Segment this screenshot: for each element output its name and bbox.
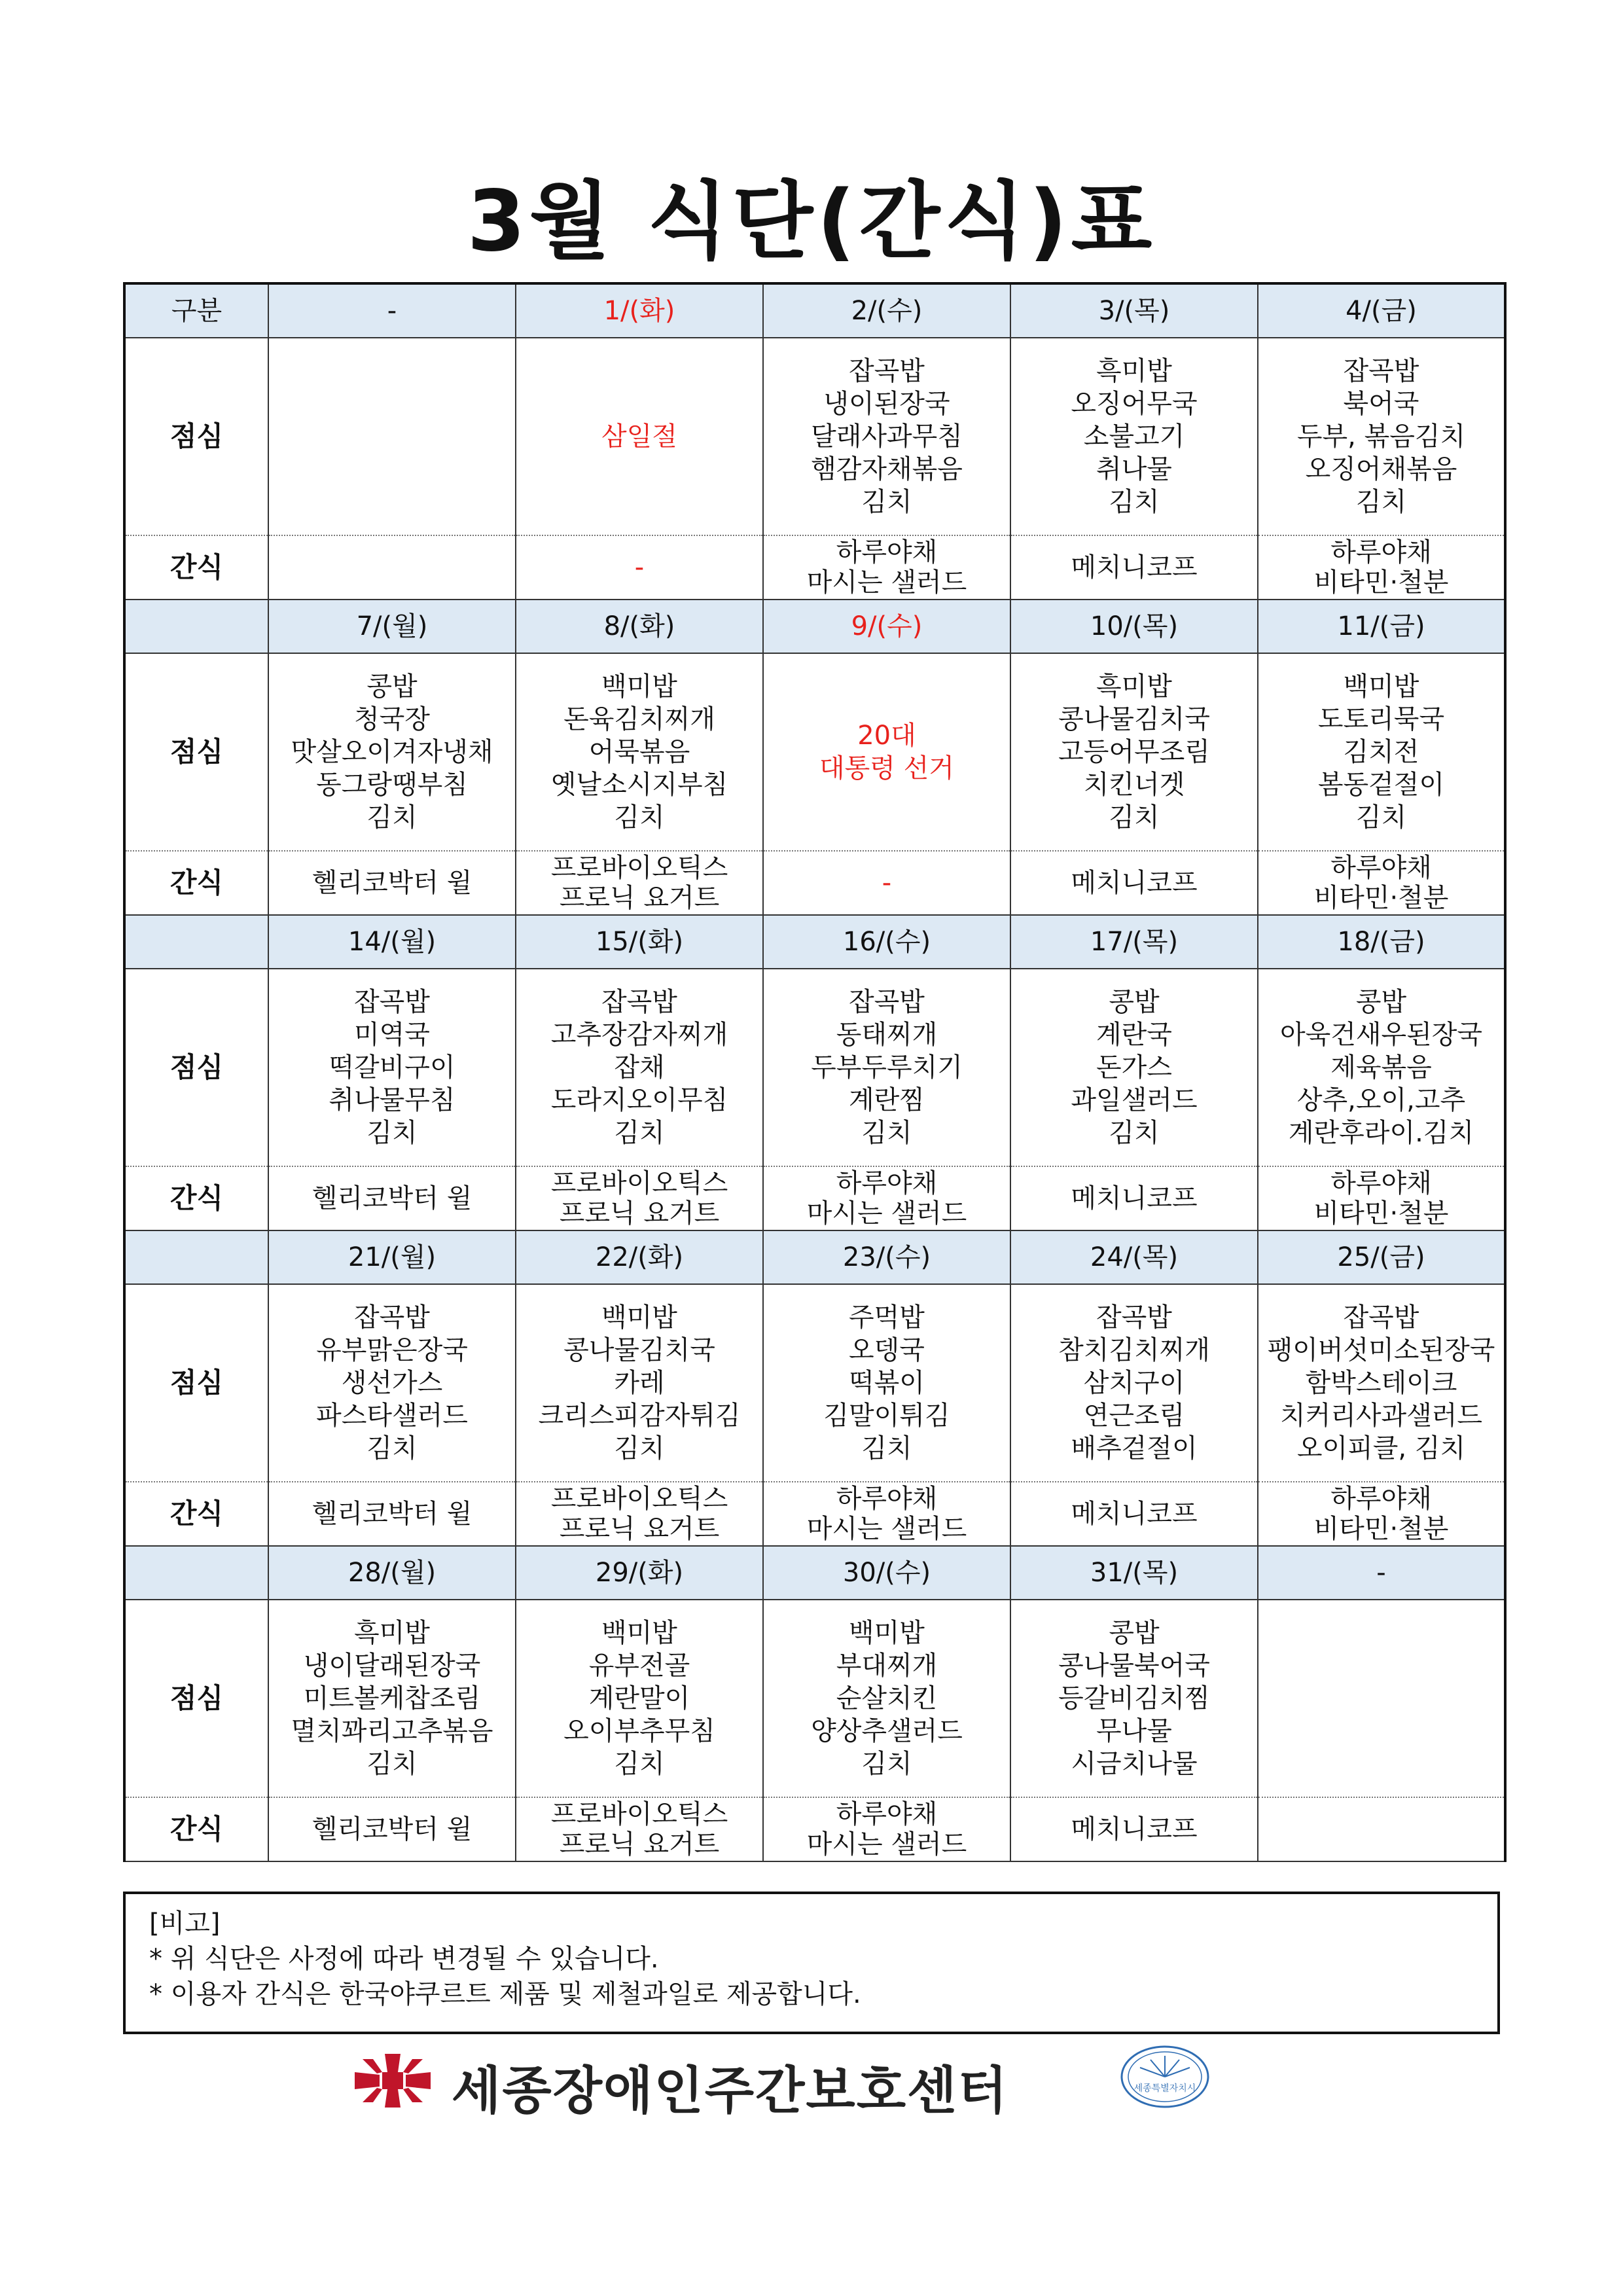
lunch-cell-line: 냉이된장국 [823, 389, 950, 419]
lunch-cell-line: 백미밥 [601, 672, 677, 702]
lunch-cell-line: 도라지오이무침 [550, 1085, 728, 1115]
lunch-cell-line: 오징어무국 [1071, 389, 1198, 419]
snack-cell-line: 하루야채 [1330, 537, 1432, 567]
organization-name: 세종장애인주간보호센터 [452, 2062, 1008, 2121]
lunch-cell-line: 무나물 [1096, 1716, 1172, 1746]
sejong-city-seal-icon [1119, 2044, 1211, 2109]
date-header: 15/(화) [516, 915, 763, 969]
lunch-cell [1010, 1600, 1258, 1797]
lunch-cell-line: 크리스피감자튀김 [538, 1401, 741, 1431]
snack-cell [516, 1797, 763, 1861]
lunch-cell-line: 대통령 선거 [819, 753, 954, 783]
snack-cell-line: 프로닉 요거트 [559, 1198, 720, 1229]
lunch-cell [1010, 653, 1258, 851]
lunch-cell-line: 고등어무조림 [1058, 737, 1210, 767]
lunch-cell-line: 북어국 [1343, 389, 1419, 419]
lunch-cell-line: 동태찌개 [836, 1020, 938, 1050]
week-header-row [124, 600, 1505, 653]
snack-cell-line: - [634, 552, 645, 583]
lunch-cell-line: 도토리묵국 [1317, 704, 1445, 734]
snack-cell-line: 하루야채 [836, 1799, 938, 1829]
lunch-cell-line: 두부, 볶음김치 [1296, 422, 1466, 452]
lunch-cell [268, 969, 516, 1166]
date-header: 9/(수) [763, 600, 1010, 653]
snack-cell-line: 메치니코프 [1071, 1814, 1198, 1844]
lunch-cell-line: 취나물무침 [329, 1085, 455, 1115]
date-header: 10/(목) [1010, 600, 1258, 653]
lunch-cell-line: 김치 [1109, 1118, 1160, 1148]
snack-cell-line: 헬리코박터 윌 [312, 1499, 473, 1529]
lunch-label: 점심 [124, 969, 268, 1166]
lunch-cell-line: 콩나물북어국 [1058, 1651, 1210, 1681]
lunch-cell [516, 653, 763, 851]
snack-cell-line: 하루야채 [1330, 1168, 1432, 1198]
notes-heading: [비고] [149, 1909, 221, 1939]
date-header: 18/(금) [1258, 915, 1505, 969]
lunch-cell-line: 삼일절 [601, 422, 677, 452]
lunch-cell-line: 콩밥 [1355, 987, 1407, 1017]
lunch-cell [763, 969, 1010, 1166]
date-header: 23/(수) [763, 1230, 1010, 1284]
date-header: 8/(화) [516, 600, 763, 653]
lunch-cell-line: 오징어채볶음 [1305, 454, 1457, 484]
snack-cell [268, 851, 516, 915]
snack-cell-line: 하루야채 [836, 537, 938, 567]
snack-cell-line: 메치니코프 [1071, 1183, 1198, 1213]
lunch-cell [268, 1600, 516, 1797]
lunch-cell-line: 두부두루치기 [811, 1052, 963, 1083]
lunch-cell-line: 잡곡밥 [1096, 1302, 1172, 1333]
date-header: 14/(월) [268, 915, 516, 969]
lunch-cell-line: 냉이달래된장국 [303, 1651, 481, 1681]
lunch-cell-line: 청국장 [354, 704, 430, 734]
lunch-cell-line: 잡곡밥 [601, 987, 677, 1017]
lunch-cell-line: 김치전 [1343, 737, 1419, 767]
snack-cell-line: 하루야채 [1330, 853, 1432, 883]
lunch-cell [1258, 969, 1505, 1166]
notes-line-2: * 이용자 간식은 한국야쿠르트 제품 및 제철과일로 제공합니다. [149, 1979, 861, 2009]
lunch-cell-line: 흑미밥 [354, 1618, 430, 1648]
lunch-row [124, 1600, 1505, 1797]
lunch-cell [1258, 1284, 1505, 1482]
lunch-cell-line: 함박스테이크 [1305, 1368, 1457, 1398]
date-header: 21/(월) [268, 1230, 516, 1284]
lunch-cell-line: 봄동겉절이 [1317, 770, 1445, 800]
lunch-cell-line: 소불고기 [1083, 422, 1185, 452]
date-header: 17/(목) [1010, 915, 1258, 969]
snack-cell [1258, 535, 1505, 600]
snack-row [124, 1482, 1505, 1546]
lunch-cell-line: 상추,오이,고추 [1296, 1085, 1466, 1115]
lunch-cell-line: 부대찌개 [836, 1651, 938, 1681]
snack-cell [763, 851, 1010, 915]
lunch-cell-line: 동그랑땡부침 [316, 770, 468, 800]
lunch-cell-line: 오이부추무침 [563, 1716, 715, 1746]
week-header-row [124, 283, 1505, 338]
lunch-cell-line: 김치 [1355, 802, 1407, 833]
lunch-cell-line: 시금치나물 [1071, 1749, 1198, 1779]
snack-cell-line: 마시는 샐러드 [806, 1829, 967, 1859]
snack-cell-line: 프로바이오틱스 [550, 1484, 728, 1514]
lunch-cell-line: 돈가스 [1096, 1052, 1172, 1083]
date-header: 29/(화) [516, 1546, 763, 1600]
category-header [124, 1546, 268, 1600]
lunch-cell-line: 잡곡밥 [849, 356, 925, 386]
lunch-cell [268, 653, 516, 851]
snack-cell [1258, 1166, 1505, 1230]
snack-cell [516, 851, 763, 915]
snack-cell [1258, 1797, 1505, 1861]
lunch-cell-line: 계란말이 [588, 1683, 690, 1713]
week-header-row [124, 1230, 1505, 1284]
category-header [124, 600, 268, 653]
lunch-cell [1258, 1600, 1505, 1797]
date-header: 28/(월) [268, 1546, 516, 1600]
date-header: 7/(월) [268, 600, 516, 653]
snack-cell [1010, 1166, 1258, 1230]
lunch-cell-line: 콩나물김치국 [1058, 704, 1210, 734]
snack-cell-line: 메치니코프 [1071, 1499, 1198, 1529]
lunch-cell [1010, 338, 1258, 535]
lunch-cell-line: 생선가스 [341, 1368, 443, 1398]
snack-cell [1010, 1797, 1258, 1861]
lunch-cell [763, 1600, 1010, 1797]
lunch-cell-line: 떡볶이 [849, 1368, 925, 1398]
lunch-cell [516, 338, 763, 535]
date-header: 1/(화) [516, 283, 763, 338]
lunch-cell-line: 순살치킨 [836, 1683, 938, 1713]
snack-label: 간식 [124, 535, 268, 600]
snack-cell [763, 1482, 1010, 1546]
snack-cell [763, 1797, 1010, 1861]
lunch-cell-line: 김치 [366, 802, 418, 833]
snack-cell-line: 프로닉 요거트 [559, 1514, 720, 1544]
snack-cell [516, 535, 763, 600]
lunch-cell-line: 양상추샐러드 [811, 1716, 963, 1746]
snack-cell-line: 프로바이오틱스 [550, 853, 728, 883]
lunch-cell [1010, 969, 1258, 1166]
snack-cell [268, 1482, 516, 1546]
lunch-cell-line: 김치 [861, 1118, 912, 1148]
lunch-cell-line: 미트볼케찹조림 [303, 1683, 481, 1713]
lunch-cell-line: 떡갈비구이 [329, 1052, 455, 1083]
lunch-cell-line: 김말이튀김 [823, 1401, 950, 1431]
snack-cell-line: 하루야채 [1330, 1484, 1432, 1514]
lunch-cell-line: 유부맑은장국 [316, 1335, 468, 1365]
date-header: 22/(화) [516, 1230, 763, 1284]
lunch-cell-line: 흑미밥 [1096, 672, 1172, 702]
lunch-cell-line: 잡곡밥 [354, 1302, 430, 1333]
snack-cell [268, 1166, 516, 1230]
date-header: - [1258, 1546, 1505, 1600]
snack-cell-line: 헬리코박터 윌 [312, 1183, 473, 1213]
lunch-cell-line: 흑미밥 [1096, 356, 1172, 386]
snack-cell [763, 535, 1010, 600]
lunch-cell-line: 김치 [861, 487, 912, 517]
lunch-row [124, 338, 1505, 535]
seal-text: 세종특별자치시 [1133, 2083, 1196, 2094]
lunch-cell-line: 계란찜 [849, 1085, 925, 1115]
lunch-cell [516, 969, 763, 1166]
lunch-cell-line: 20대 [857, 721, 916, 751]
menu-table [123, 282, 1507, 1862]
lunch-cell-line: 김치 [614, 1433, 665, 1463]
lunch-cell-line: 과일샐러드 [1071, 1085, 1198, 1115]
lunch-cell [1258, 338, 1505, 535]
lunch-cell [516, 1600, 763, 1797]
lunch-cell-line: 김치 [366, 1118, 418, 1148]
notes-box [123, 1892, 1500, 2034]
lunch-cell-line: 백미밥 [601, 1618, 677, 1648]
footer [0, 2041, 1623, 2121]
lunch-cell-line: 제육볶음 [1330, 1052, 1432, 1083]
lunch-label: 점심 [124, 653, 268, 851]
lunch-row [124, 969, 1505, 1166]
snack-cell-line: 헬리코박터 윌 [312, 868, 473, 898]
snack-cell-line: 프로바이오틱스 [550, 1799, 728, 1829]
lunch-cell-line: 김치 [614, 802, 665, 833]
category-header [124, 915, 268, 969]
snack-cell-line: 프로닉 요거트 [559, 1829, 720, 1859]
lunch-cell-line: 잡채 [614, 1052, 665, 1083]
snack-cell [1010, 851, 1258, 915]
lunch-cell [763, 1284, 1010, 1482]
week-header-row [124, 1546, 1505, 1600]
lunch-cell-line: 계란후라이.김치 [1288, 1118, 1474, 1148]
date-header: 3/(목) [1010, 283, 1258, 338]
snack-cell [1258, 851, 1505, 915]
lunch-cell [516, 1284, 763, 1482]
lunch-cell-line: 연근조림 [1083, 1401, 1185, 1431]
date-header: 4/(금) [1258, 283, 1505, 338]
lunch-cell [268, 338, 516, 535]
lunch-cell-line: 맛살오이겨자냉채 [291, 737, 493, 767]
lunch-label: 점심 [124, 1600, 268, 1797]
week-header-row [124, 915, 1505, 969]
lunch-cell [1258, 653, 1505, 851]
lunch-cell-line: 계란국 [1096, 1020, 1172, 1050]
lunch-cell-line: 삼치구이 [1083, 1368, 1185, 1398]
lunch-cell-line: 콩밥 [366, 672, 418, 702]
lunch-cell-line: 치커리사과샐러드 [1279, 1401, 1483, 1431]
snack-row [124, 535, 1505, 600]
snack-label: 간식 [124, 851, 268, 915]
lunch-cell-line: 백미밥 [601, 1302, 677, 1333]
snack-cell-line: 프로닉 요거트 [559, 883, 720, 913]
lunch-cell-line: 잡곡밥 [1343, 1302, 1419, 1333]
date-header: 25/(금) [1258, 1230, 1505, 1284]
lunch-cell-line: 달래사과무침 [811, 422, 963, 452]
snack-cell [268, 1797, 516, 1861]
caritas-cross-logo-icon [353, 2053, 432, 2109]
snack-label: 간식 [124, 1797, 268, 1861]
snack-cell [763, 1166, 1010, 1230]
lunch-cell-line: 콩나물김치국 [563, 1335, 715, 1365]
lunch-cell-line: 김치 [1109, 487, 1160, 517]
snack-label: 간식 [124, 1166, 268, 1230]
snack-cell-line: 헬리코박터 윌 [312, 1814, 473, 1844]
date-header: 16/(수) [763, 915, 1010, 969]
snack-cell [1010, 1482, 1258, 1546]
snack-cell-line: 메치니코프 [1071, 868, 1198, 898]
snack-cell-line: 비타민·철분 [1313, 1514, 1449, 1544]
snack-cell-line: 하루야채 [836, 1168, 938, 1198]
date-header: 11/(금) [1258, 600, 1505, 653]
category-header: 구분 [124, 283, 268, 338]
lunch-cell-line: 파스타샐러드 [316, 1401, 468, 1431]
snack-cell-line: 마시는 샐러드 [806, 1198, 967, 1229]
lunch-cell-line: 어묵볶음 [588, 737, 690, 767]
lunch-cell-line: 주먹밥 [849, 1302, 925, 1333]
snack-cell-line: 메치니코프 [1071, 552, 1198, 583]
lunch-cell-line: 참치김치찌개 [1058, 1335, 1210, 1365]
lunch-cell-line: 돈육김치찌개 [563, 704, 715, 734]
lunch-cell-line: 카레 [614, 1368, 665, 1398]
lunch-cell [763, 338, 1010, 535]
snack-row [124, 1797, 1505, 1861]
lunch-cell-line: 미역국 [354, 1020, 430, 1050]
lunch-cell-line: 김치 [861, 1749, 912, 1779]
lunch-cell-line: 백미밥 [849, 1618, 925, 1648]
date-header: 2/(수) [763, 283, 1010, 338]
lunch-cell-line: 치킨너겟 [1083, 770, 1185, 800]
lunch-label: 점심 [124, 1284, 268, 1482]
lunch-cell-line: 잡곡밥 [849, 987, 925, 1017]
snack-cell-line: 프로바이오틱스 [550, 1168, 728, 1198]
lunch-cell-line: 김치 [366, 1433, 418, 1463]
lunch-cell-line: 햄감자채볶음 [811, 454, 963, 484]
lunch-cell [268, 1284, 516, 1482]
date-header: - [268, 283, 516, 338]
snack-cell-line: 마시는 샐러드 [806, 567, 967, 598]
date-header: 31/(목) [1010, 1546, 1258, 1600]
lunch-cell-line: 취나물 [1096, 454, 1172, 484]
snack-cell [1010, 535, 1258, 600]
lunch-cell-line: 배추겉절이 [1071, 1433, 1198, 1463]
lunch-cell-line: 등갈비김치찜 [1058, 1683, 1210, 1713]
date-header: 24/(목) [1010, 1230, 1258, 1284]
lunch-cell-line: 팽이버섯미소된장국 [1267, 1335, 1495, 1365]
lunch-cell-line: 김치 [614, 1749, 665, 1779]
snack-cell-line: 비타민·철분 [1313, 883, 1449, 913]
lunch-cell-line: 옛날소시지부침 [550, 770, 728, 800]
lunch-row [124, 1284, 1505, 1482]
snack-row [124, 1166, 1505, 1230]
snack-cell-line: 비타민·철분 [1313, 1198, 1449, 1229]
lunch-cell-line: 백미밥 [1343, 672, 1419, 702]
lunch-cell [1010, 1284, 1258, 1482]
snack-cell-line: 비타민·철분 [1313, 567, 1449, 598]
snack-cell [516, 1482, 763, 1546]
snack-cell [516, 1166, 763, 1230]
lunch-cell-line: 고추장감자찌개 [550, 1020, 728, 1050]
lunch-cell-line: 오이피클, 김치 [1296, 1433, 1466, 1463]
snack-cell-line: - [882, 868, 892, 898]
lunch-cell-line: 김치 [614, 1118, 665, 1148]
snack-label: 간식 [124, 1482, 268, 1546]
lunch-cell-line: 오뎅국 [849, 1335, 925, 1365]
snack-cell [268, 535, 516, 600]
date-header: 30/(수) [763, 1546, 1010, 1600]
page-title: 3월 식단(간식)표 [467, 173, 1156, 270]
category-header [124, 1230, 268, 1284]
lunch-cell [763, 653, 1010, 851]
lunch-cell-line: 김치 [1109, 802, 1160, 833]
lunch-cell-line: 잡곡밥 [354, 987, 430, 1017]
lunch-cell-line: 멸치꽈리고추볶음 [291, 1716, 493, 1746]
notes-line-1: * 위 식단은 사정에 따라 변경될 수 있습니다. [149, 1944, 659, 1974]
lunch-label: 점심 [124, 338, 268, 535]
lunch-cell-line: 콩밥 [1109, 1618, 1160, 1648]
lunch-cell-line: 김치 [861, 1433, 912, 1463]
snack-cell-line: 마시는 샐러드 [806, 1514, 967, 1544]
lunch-cell-line: 아욱건새우된장국 [1279, 1020, 1483, 1050]
lunch-row [124, 653, 1505, 851]
lunch-cell-line: 콩밥 [1109, 987, 1160, 1017]
lunch-cell-line: 김치 [1355, 487, 1407, 517]
lunch-cell-line: 잡곡밥 [1343, 356, 1419, 386]
lunch-cell-line: 김치 [366, 1749, 418, 1779]
snack-cell [1258, 1482, 1505, 1546]
snack-row [124, 851, 1505, 915]
lunch-cell-line: 유부전골 [588, 1651, 690, 1681]
snack-cell-line: 하루야채 [836, 1484, 938, 1514]
